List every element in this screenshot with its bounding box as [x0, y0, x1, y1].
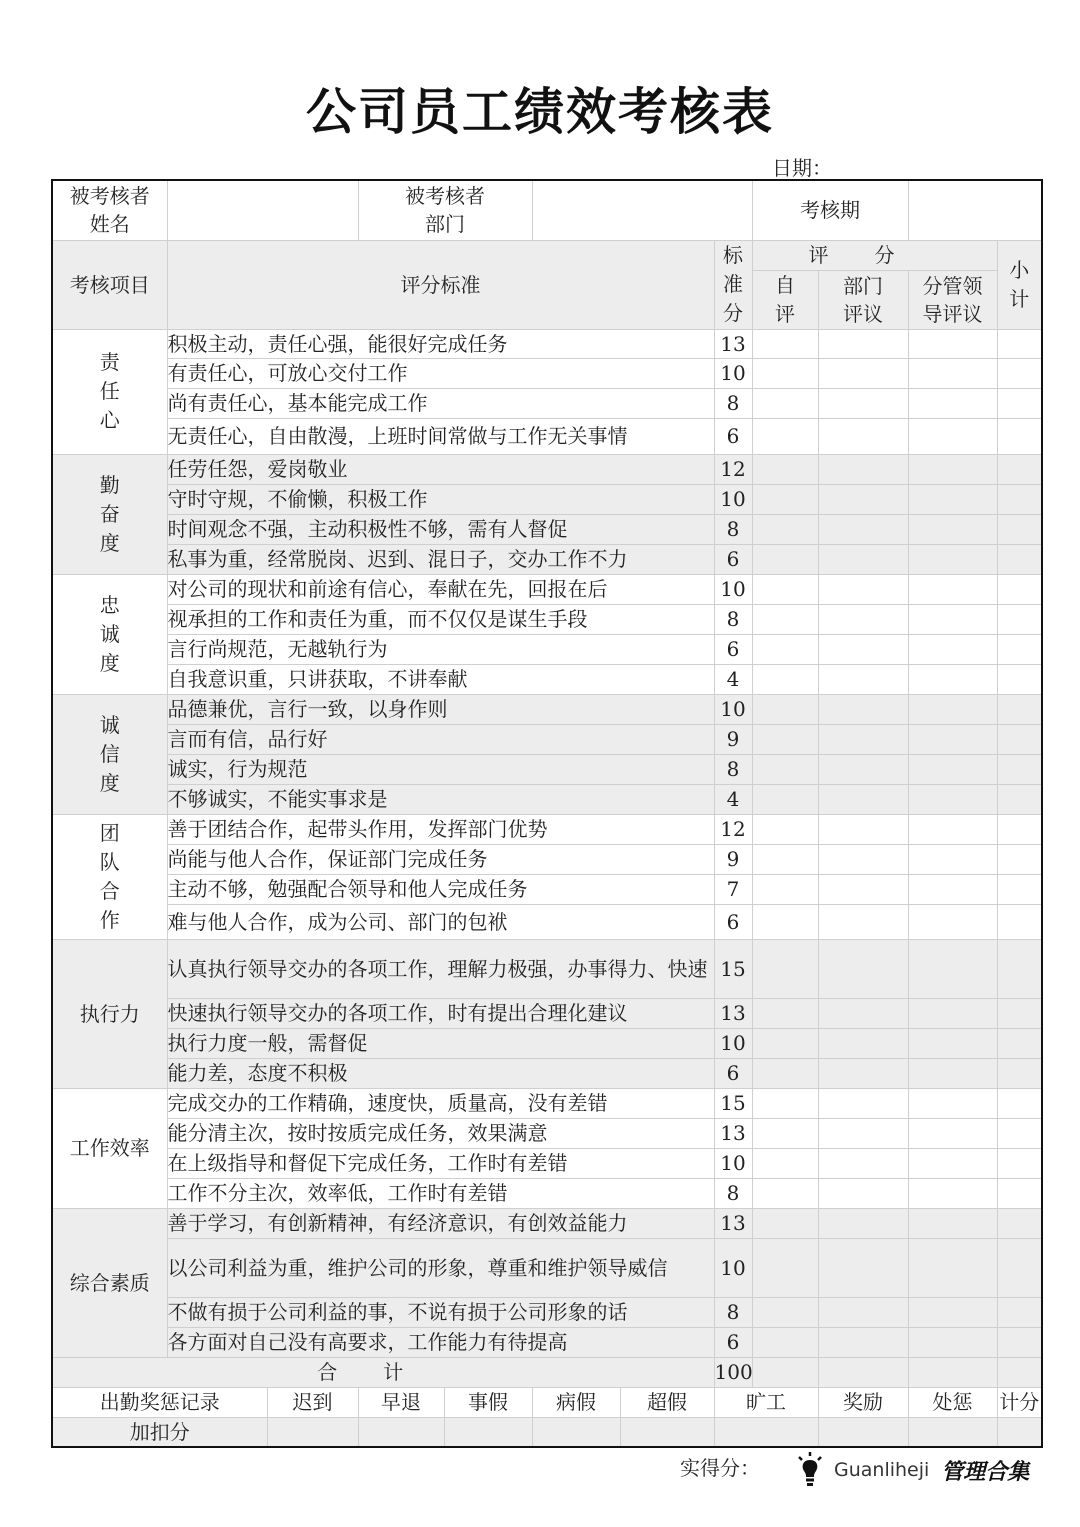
std-score: 8 — [714, 1297, 752, 1327]
criteria-text: 主动不够，勉强配合领导和他人完成任务 — [167, 874, 714, 904]
dept-score-cell[interactable] — [818, 1208, 908, 1238]
std-score: 9 — [714, 724, 752, 754]
attendance-item: 迟到 — [267, 1387, 358, 1417]
self-score-cell[interactable] — [752, 1148, 818, 1178]
leader-score-cell[interactable] — [908, 634, 997, 664]
subtotal-cell[interactable] — [997, 694, 1042, 724]
std-score: 13 — [714, 329, 752, 358]
total-value: 100 — [714, 1357, 752, 1387]
brand-cn: 管理合集 — [941, 1459, 1030, 1485]
criteria-text: 任劳任怨，爱岗敬业 — [167, 454, 714, 484]
dept-score-cell[interactable] — [818, 1297, 908, 1327]
criteria-text: 尚有责任心，基本能完成工作 — [167, 388, 714, 418]
self-score-cell[interactable] — [752, 329, 818, 358]
leader-score-cell[interactable] — [908, 574, 997, 604]
dept-score-cell[interactable] — [818, 939, 908, 998]
adjust-cell[interactable] — [997, 1417, 1042, 1447]
name-label: 被考核者 姓名 — [52, 180, 167, 240]
self-score-cell[interactable] — [752, 1208, 818, 1238]
table-row — [52, 1148, 1042, 1178]
dept-score-cell[interactable] — [818, 1088, 908, 1118]
attendance-item: 超假 — [620, 1387, 714, 1417]
subtotal-cell[interactable] — [997, 664, 1042, 694]
table-row — [52, 1028, 1042, 1058]
col-header-self: 自评 — [752, 270, 818, 329]
col-header-dept-review: 部门 评议 — [818, 270, 908, 329]
self-score-cell[interactable] — [752, 904, 818, 939]
table-row — [52, 998, 1042, 1028]
col-header-std-score: 标准分 — [714, 240, 752, 329]
dept-score-cell[interactable] — [818, 544, 908, 574]
criteria-text: 善于团结合作，起带头作用，发挥部门优势 — [167, 814, 714, 844]
subtotal-cell[interactable] — [997, 904, 1042, 939]
table-row — [52, 514, 1042, 544]
self-score-cell[interactable] — [752, 1088, 818, 1118]
leader-score-cell[interactable] — [908, 724, 997, 754]
criteria-text: 私事为重，经常脱岗、迟到、混日子，交办工作不力 — [167, 544, 714, 574]
criteria-text: 能力差，态度不积极 — [167, 1058, 714, 1088]
adjust-cell[interactable] — [358, 1417, 444, 1447]
dept-score-cell[interactable] — [818, 754, 908, 784]
leader-score-cell[interactable] — [908, 844, 997, 874]
dept-score-cell[interactable] — [818, 664, 908, 694]
std-score: 13 — [714, 998, 752, 1028]
category-cell: 工作效率 — [52, 1088, 167, 1208]
adjust-cell[interactable] — [620, 1417, 714, 1447]
adjust-row — [52, 1417, 1042, 1447]
std-score: 8 — [714, 604, 752, 634]
date-label: 日期： — [772, 156, 832, 180]
table-row — [52, 814, 1042, 844]
subtotal-cell[interactable] — [997, 574, 1042, 604]
attendance-item: 奖励 — [818, 1387, 908, 1417]
total-dept-cell[interactable] — [818, 1357, 908, 1387]
total-row — [52, 1357, 1042, 1387]
criteria-text: 有责任心，可放心交付工作 — [167, 358, 714, 388]
table-row — [52, 388, 1042, 418]
std-score: 6 — [714, 904, 752, 939]
leader-score-cell[interactable] — [908, 388, 997, 418]
subtotal-cell[interactable] — [997, 724, 1042, 754]
dept-score-cell[interactable] — [818, 358, 908, 388]
table-row — [52, 1118, 1042, 1148]
dept-score-cell[interactable] — [818, 388, 908, 418]
std-score: 10 — [714, 1238, 752, 1297]
leader-score-cell[interactable] — [908, 874, 997, 904]
table-row — [52, 694, 1042, 724]
adjust-cell[interactable] — [444, 1417, 532, 1447]
subtotal-cell[interactable] — [997, 1327, 1042, 1357]
dept-score-cell[interactable] — [818, 904, 908, 939]
table-row — [52, 724, 1042, 754]
std-score: 10 — [714, 1148, 752, 1178]
subtotal-cell[interactable] — [997, 844, 1042, 874]
std-score: 4 — [714, 784, 752, 814]
category-cell: 勤奋度 — [52, 454, 167, 574]
self-score-cell[interactable] — [752, 724, 818, 754]
table-row — [52, 844, 1042, 874]
leader-score-cell[interactable] — [908, 904, 997, 939]
self-score-cell[interactable] — [752, 754, 818, 784]
total-self-cell[interactable] — [752, 1357, 818, 1387]
self-score-cell[interactable] — [752, 358, 818, 388]
brand-latin: Guanliheji — [834, 1459, 930, 1481]
self-score-cell[interactable] — [752, 514, 818, 544]
dept-score-cell[interactable] — [818, 454, 908, 484]
table-row — [52, 1297, 1042, 1327]
leader-score-cell[interactable] — [908, 454, 997, 484]
std-score: 9 — [714, 844, 752, 874]
leader-score-cell[interactable] — [908, 1058, 997, 1088]
self-score-cell[interactable] — [752, 1178, 818, 1208]
self-score-cell[interactable] — [752, 418, 818, 454]
dept-score-cell[interactable] — [818, 418, 908, 454]
leader-score-cell[interactable] — [908, 604, 997, 634]
dept-score-cell[interactable] — [818, 1028, 908, 1058]
std-score: 13 — [714, 1208, 752, 1238]
self-score-cell[interactable] — [752, 388, 818, 418]
leader-score-cell[interactable] — [908, 1297, 997, 1327]
col-header-subtotal: 小计 — [997, 240, 1042, 329]
std-score: 12 — [714, 814, 752, 844]
self-score-cell[interactable] — [752, 664, 818, 694]
dept-score-cell[interactable] — [818, 874, 908, 904]
dept-label: 被考核者 部门 — [358, 180, 532, 240]
subtotal-cell[interactable] — [997, 1208, 1042, 1238]
dept-score-cell[interactable] — [818, 329, 908, 358]
subtotal-cell[interactable] — [997, 544, 1042, 574]
attendance-item: 早退 — [358, 1387, 444, 1417]
std-score: 8 — [714, 754, 752, 784]
total-leader-cell[interactable] — [908, 1357, 997, 1387]
dept-score-cell[interactable] — [818, 1327, 908, 1357]
table-row — [52, 329, 1042, 358]
subtotal-cell[interactable] — [997, 634, 1042, 664]
total-subtotal-cell[interactable] — [997, 1357, 1042, 1387]
leader-score-cell[interactable] — [908, 754, 997, 784]
col-header-score-group: 评分 — [752, 240, 997, 270]
std-score: 7 — [714, 874, 752, 904]
dept-score-cell[interactable] — [818, 604, 908, 634]
category-cell: 执行力 — [52, 939, 167, 1088]
std-score: 12 — [714, 454, 752, 484]
adjust-cell[interactable] — [818, 1417, 908, 1447]
criteria-text: 执行力度一般，需督促 — [167, 1028, 714, 1058]
dept-score-cell[interactable] — [818, 844, 908, 874]
std-score: 6 — [714, 1327, 752, 1357]
category-cell: 团队合作 — [52, 814, 167, 939]
dept-score-cell[interactable] — [818, 1178, 908, 1208]
subtotal-cell[interactable] — [997, 784, 1042, 814]
category-cell: 诚信度 — [52, 694, 167, 814]
table-row — [52, 418, 1042, 454]
criteria-text: 守时守规，不偷懒，积极工作 — [167, 484, 714, 514]
criteria-text: 无责任心，自由散漫，上班时间常做与工作无关事情 — [167, 418, 714, 454]
subtotal-cell[interactable] — [997, 604, 1042, 634]
subtotal-cell[interactable] — [997, 1238, 1042, 1297]
dept-score-cell[interactable] — [818, 1058, 908, 1088]
criteria-text: 各方面对自己没有高要求，工作能力有待提高 — [167, 1327, 714, 1357]
self-score-cell[interactable] — [752, 1238, 818, 1297]
dept-score-cell[interactable] — [818, 784, 908, 814]
attendance-row — [52, 1387, 1042, 1417]
period-field[interactable] — [908, 180, 1042, 240]
subtotal-cell[interactable] — [997, 1028, 1042, 1058]
leader-score-cell[interactable] — [908, 1028, 997, 1058]
subtotal-cell[interactable] — [997, 874, 1042, 904]
std-score: 8 — [714, 514, 752, 544]
criteria-text: 积极主动，责任心强，能很好完成任务 — [167, 329, 714, 358]
table-row — [52, 754, 1042, 784]
leader-score-cell[interactable] — [908, 1118, 997, 1148]
self-score-cell[interactable] — [752, 1297, 818, 1327]
dept-field[interactable] — [532, 180, 752, 240]
std-score: 4 — [714, 664, 752, 694]
self-score-cell[interactable] — [752, 844, 818, 874]
std-score: 10 — [714, 484, 752, 514]
std-score: 15 — [714, 1088, 752, 1118]
self-score-cell[interactable] — [752, 544, 818, 574]
leader-score-cell[interactable] — [908, 814, 997, 844]
table-row — [52, 604, 1042, 634]
std-score: 6 — [714, 544, 752, 574]
criteria-text: 品德兼优，言行一致，以身作则 — [167, 694, 714, 724]
period-label: 考核期 — [752, 180, 908, 240]
dept-score-cell[interactable] — [818, 514, 908, 544]
subtotal-cell[interactable] — [997, 1088, 1042, 1118]
std-score: 10 — [714, 574, 752, 604]
adjust-cell[interactable] — [267, 1417, 358, 1447]
table-row — [52, 939, 1042, 998]
dept-score-cell[interactable] — [818, 694, 908, 724]
criteria-text: 在上级指导和督促下完成任务，工作时有差错 — [167, 1148, 714, 1178]
std-score: 10 — [714, 694, 752, 724]
self-score-cell[interactable] — [752, 694, 818, 724]
subtotal-cell[interactable] — [997, 1118, 1042, 1148]
dept-score-cell[interactable] — [818, 1118, 908, 1148]
table-row — [52, 874, 1042, 904]
total-label: 合计 — [52, 1357, 714, 1387]
table-row — [52, 1058, 1042, 1088]
self-score-cell[interactable] — [752, 784, 818, 814]
std-score: 8 — [714, 388, 752, 418]
criteria-text: 快速执行领导交办的各项工作，时有提出合理化建议 — [167, 998, 714, 1028]
appraisal-table — [51, 179, 1043, 1448]
criteria-text: 自我意识重，只讲获取，不讲奉献 — [167, 664, 714, 694]
dept-score-cell[interactable] — [818, 634, 908, 664]
std-score: 6 — [714, 1058, 752, 1088]
self-score-cell[interactable] — [752, 574, 818, 604]
subtotal-cell[interactable] — [997, 814, 1042, 844]
adjust-cell[interactable] — [908, 1417, 997, 1447]
criteria-text: 工作不分主次，效率低，工作时有差错 — [167, 1178, 714, 1208]
subtotal-cell[interactable] — [997, 1178, 1042, 1208]
table-row — [52, 904, 1042, 939]
table-row — [52, 544, 1042, 574]
subtotal-cell[interactable] — [997, 454, 1042, 484]
dept-score-cell[interactable] — [818, 574, 908, 604]
dept-score-cell[interactable] — [818, 1238, 908, 1297]
attendance-item: 旷工 — [714, 1387, 818, 1417]
adjust-cell[interactable] — [532, 1417, 620, 1447]
brand-logo — [796, 1450, 1029, 1490]
subtotal-cell[interactable] — [997, 1148, 1042, 1178]
criteria-text: 认真执行领导交办的各项工作，理解力极强，办事得力、快速 — [167, 939, 714, 998]
subtotal-cell[interactable] — [997, 1297, 1042, 1327]
table-row — [52, 358, 1042, 388]
leader-score-cell[interactable] — [908, 418, 997, 454]
self-score-cell[interactable] — [752, 454, 818, 484]
leader-score-cell[interactable] — [908, 784, 997, 814]
page-title: 公司员工绩效考核表 — [306, 83, 774, 141]
name-field[interactable] — [167, 180, 358, 240]
table-row — [52, 484, 1042, 514]
criteria-text: 言而有信，品行好 — [167, 724, 714, 754]
category-cell: 综合素质 — [52, 1208, 167, 1357]
dept-score-cell[interactable] — [818, 814, 908, 844]
std-score: 13 — [714, 1118, 752, 1148]
std-score: 15 — [714, 939, 752, 998]
self-score-cell[interactable] — [752, 939, 818, 998]
subtotal-cell[interactable] — [997, 754, 1042, 784]
actual-score-label: 实得分： — [680, 1456, 760, 1480]
std-score: 6 — [714, 634, 752, 664]
col-header-item: 考核项目 — [52, 240, 167, 329]
criteria-text: 不够诚实，不能实事求是 — [167, 784, 714, 814]
leader-score-cell[interactable] — [908, 358, 997, 388]
self-score-cell[interactable] — [752, 1028, 818, 1058]
criteria-text: 完成交办的工作精确，速度快，质量高，没有差错 — [167, 1088, 714, 1118]
subtotal-cell[interactable] — [997, 329, 1042, 358]
leader-score-cell[interactable] — [908, 329, 997, 358]
table-row — [52, 574, 1042, 604]
self-score-cell[interactable] — [752, 874, 818, 904]
self-score-cell[interactable] — [752, 1058, 818, 1088]
adjust-cell[interactable] — [714, 1417, 818, 1447]
dept-score-cell[interactable] — [818, 1148, 908, 1178]
table-row — [52, 454, 1042, 484]
criteria-text: 对公司的现状和前途有信心，奉献在先，回报在后 — [167, 574, 714, 604]
self-score-cell[interactable] — [752, 634, 818, 664]
table-row — [52, 1327, 1042, 1357]
criteria-text: 言行尚规范，无越轨行为 — [167, 634, 714, 664]
criteria-text: 以公司利益为重，维护公司的形象，尊重和维护领导威信 — [167, 1238, 714, 1297]
self-score-cell[interactable] — [752, 604, 818, 634]
leader-score-cell[interactable] — [908, 998, 997, 1028]
std-score: 10 — [714, 1028, 752, 1058]
criteria-text: 视承担的工作和责任为重，而不仅仅是谋生手段 — [167, 604, 714, 634]
criteria-text: 时间观念不强，主动积极性不够，需有人督促 — [167, 514, 714, 544]
self-score-cell[interactable] — [752, 1118, 818, 1148]
subtotal-cell[interactable] — [997, 514, 1042, 544]
attendance-item: 计分 — [997, 1387, 1042, 1417]
leader-score-cell[interactable] — [908, 939, 997, 998]
criteria-text: 难与他人合作，成为公司、部门的包袱 — [167, 904, 714, 939]
category-cell: 责任心 — [52, 329, 167, 454]
attendance-label: 出勤奖惩记录 — [52, 1387, 267, 1417]
dept-score-cell[interactable] — [818, 484, 908, 514]
self-score-cell[interactable] — [752, 998, 818, 1028]
criteria-text: 尚能与他人合作，保证部门完成任务 — [167, 844, 714, 874]
table-row — [52, 1238, 1042, 1297]
subtotal-cell[interactable] — [997, 1058, 1042, 1088]
dept-score-cell[interactable] — [818, 998, 908, 1028]
subtotal-cell[interactable] — [997, 358, 1042, 388]
category-cell: 忠诚度 — [52, 574, 167, 694]
leader-score-cell[interactable] — [908, 1088, 997, 1118]
subtotal-cell[interactable] — [997, 998, 1042, 1028]
table-row — [52, 1088, 1042, 1118]
table-row — [52, 1178, 1042, 1208]
leader-score-cell[interactable] — [908, 694, 997, 724]
table-row — [52, 664, 1042, 694]
table-row — [52, 1208, 1042, 1238]
leader-score-cell[interactable] — [908, 1208, 997, 1238]
self-score-cell[interactable] — [752, 484, 818, 514]
std-score: 8 — [714, 1178, 752, 1208]
criteria-text: 不做有损于公司利益的事，不说有损于公司形象的话 — [167, 1297, 714, 1327]
attendance-item: 病假 — [532, 1387, 620, 1417]
table-row — [52, 784, 1042, 814]
leader-score-cell[interactable] — [908, 1327, 997, 1357]
std-score: 6 — [714, 418, 752, 454]
criteria-text: 诚实，行为规范 — [167, 754, 714, 784]
leader-score-cell[interactable] — [908, 664, 997, 694]
self-score-cell[interactable] — [752, 814, 818, 844]
subtotal-cell[interactable] — [997, 484, 1042, 514]
subtotal-cell[interactable] — [997, 388, 1042, 418]
attendance-item: 事假 — [444, 1387, 532, 1417]
adjust-label: 加扣分 — [52, 1417, 267, 1447]
leader-score-cell[interactable] — [908, 484, 997, 514]
col-header-leader-review: 分管领 导评议 — [908, 270, 997, 329]
criteria-text: 善于学习，有创新精神，有经济意识，有创效益能力 — [167, 1208, 714, 1238]
subtotal-cell[interactable] — [997, 939, 1042, 998]
lightbulb-icon — [796, 1451, 824, 1489]
subtotal-cell[interactable] — [997, 418, 1042, 454]
col-header-standard: 评分标准 — [167, 240, 714, 329]
std-score: 10 — [714, 358, 752, 388]
attendance-item: 处惩 — [908, 1387, 997, 1417]
leader-score-cell[interactable] — [908, 514, 997, 544]
self-score-cell[interactable] — [752, 1327, 818, 1357]
leader-score-cell[interactable] — [908, 544, 997, 574]
leader-score-cell[interactable] — [908, 1148, 997, 1178]
leader-score-cell[interactable] — [908, 1178, 997, 1208]
table-row — [52, 634, 1042, 664]
leader-score-cell[interactable] — [908, 1238, 997, 1297]
dept-score-cell[interactable] — [818, 724, 908, 754]
criteria-text: 能分清主次，按时按质完成任务，效果满意 — [167, 1118, 714, 1148]
